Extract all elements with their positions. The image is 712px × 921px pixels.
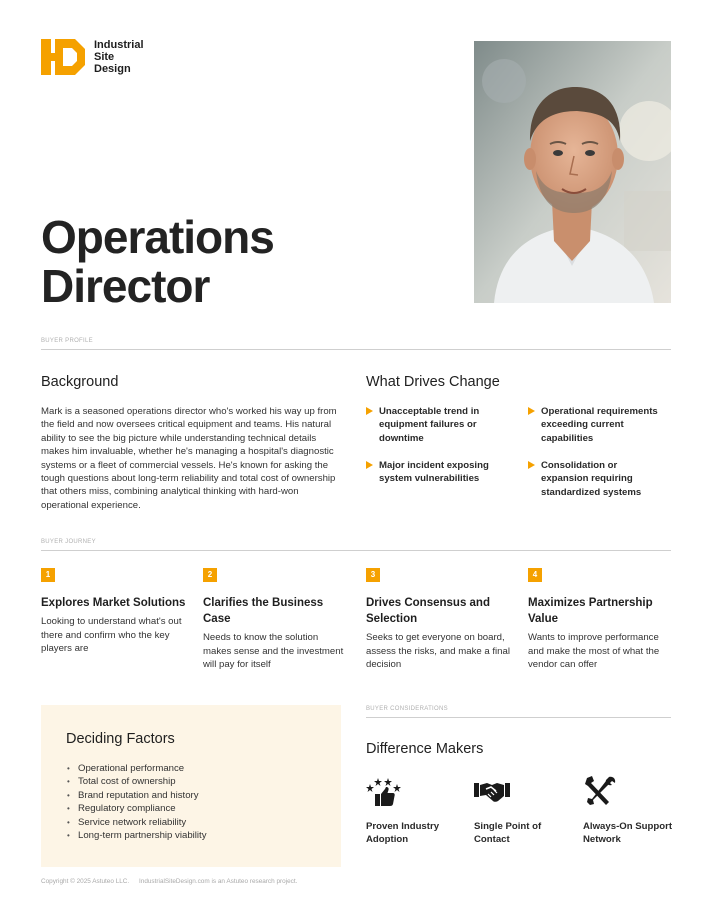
step-number-badge: 2 [203, 568, 217, 582]
drives-change-item [366, 405, 496, 445]
page-title-line: Director [41, 260, 210, 312]
list-item: • Service network reliability [67, 816, 207, 829]
difference-maker [583, 775, 678, 847]
list-item: • Long-term partnership viability [67, 829, 207, 842]
journey-step [528, 568, 673, 672]
triangle-bullet-icon [366, 461, 373, 469]
divider [41, 550, 671, 551]
step-description: Needs to know the solution makes sense and the investment will pay for itself [203, 632, 344, 670]
deciding-factors-panel [41, 705, 341, 867]
step-description: Looking to understand what's out there and confirm who the key players are [41, 616, 182, 654]
difference-maker [366, 775, 461, 847]
step-number-badge: 4 [528, 568, 542, 582]
step-description: Seeks to get everyone on board, assess the risks, and make a final decision [366, 632, 510, 670]
step-number-badge: 3 [366, 568, 380, 582]
step-title: Explores Market Solutions [41, 597, 186, 609]
drives-change-item-text: Major incident exposing system vulnerabilities [379, 460, 489, 485]
brand-name-line: Design [94, 63, 131, 75]
divider [41, 349, 671, 350]
brand-logo [41, 39, 144, 75]
triangle-bullet-icon [528, 461, 535, 469]
brand-name-line: Industrial [94, 39, 144, 51]
page-title [41, 213, 274, 311]
step-title: Clarifies the Business Case [203, 597, 324, 625]
list-item: • Total cost of ownership [67, 775, 207, 788]
divider [366, 717, 671, 718]
list-item: • Brand reputation and history [67, 789, 207, 802]
drives-change-item-text: Operational requirements exceeding current capabilities [541, 406, 658, 444]
drives-change-item-text: Unacceptable trend in equipment failures or downtime [379, 406, 480, 444]
difference-maker-label: Single Point of Contact [474, 821, 542, 846]
footer-copyright: Copyright © 2025 Astuteo LLC. [41, 878, 130, 885]
difference-maker-label: Proven Industry Adoption [366, 821, 440, 846]
footer [41, 878, 297, 885]
drives-change-item [528, 405, 658, 445]
step-number-badge: 1 [41, 568, 55, 582]
step-title: Drives Consensus and Selection [366, 597, 490, 625]
list-item: • Regulatory compliance [67, 802, 207, 815]
persona-photo [474, 41, 671, 303]
journey-step [203, 568, 348, 672]
persona-illustration [474, 41, 671, 303]
section-label-buyer-considerations: BUYER CONSIDERATIONS [366, 706, 448, 712]
page-title-line: Operations [41, 211, 274, 263]
section-label-buyer-profile: BUYER PROFILE [41, 338, 93, 344]
difference-makers-heading: Difference Makers [366, 741, 484, 757]
background-text: Mark is a seasoned operations director who's worked his way up from the field and now oversees critical equipment and teams. His natural ability to see the big picture while understanding technical details makes him invaluable, whether he's managing a hospital's diagnostic systems or a fleet of commercial vessels. He's known for asking the tough questions about long-term reliability and total cost of ownership that others miss, combining analytical thinking with hard-won operational experience. [41, 406, 337, 511]
logo-mark-icon [41, 39, 85, 75]
brand-name [94, 39, 144, 75]
step-title: Maximizes Partnership Value [528, 597, 653, 625]
list-item: • Operational performance [67, 762, 207, 775]
drives-change-item [366, 459, 496, 486]
difference-maker [474, 775, 569, 847]
triangle-bullet-icon [366, 407, 373, 415]
triangle-bullet-icon [528, 407, 535, 415]
tools-icon [583, 775, 619, 807]
background-heading: Background [41, 374, 119, 390]
journey-step [366, 568, 511, 672]
thumbs-up-stars-icon [366, 775, 402, 807]
difference-maker-label: Always-On Support Network [583, 821, 673, 846]
section-label-buyer-journey: BUYER JOURNEY [41, 539, 96, 545]
handshake-icon [474, 775, 510, 807]
journey-step [41, 568, 186, 656]
deciding-factors-list [67, 762, 207, 842]
step-description: Wants to improve performance and make the most of what the vendor can offer [528, 632, 660, 670]
brand-name-line: Site [94, 51, 115, 63]
deciding-factors-heading: Deciding Factors [66, 731, 175, 747]
drives-change-item [528, 459, 658, 499]
footer-note: IndustrialSiteDesign.com is an Astuteo research project. [138, 878, 298, 885]
drives-change-item-text: Consolidation or expansion requiring standardized systems [541, 460, 642, 498]
drives-change-heading: What Drives Change [366, 374, 500, 390]
